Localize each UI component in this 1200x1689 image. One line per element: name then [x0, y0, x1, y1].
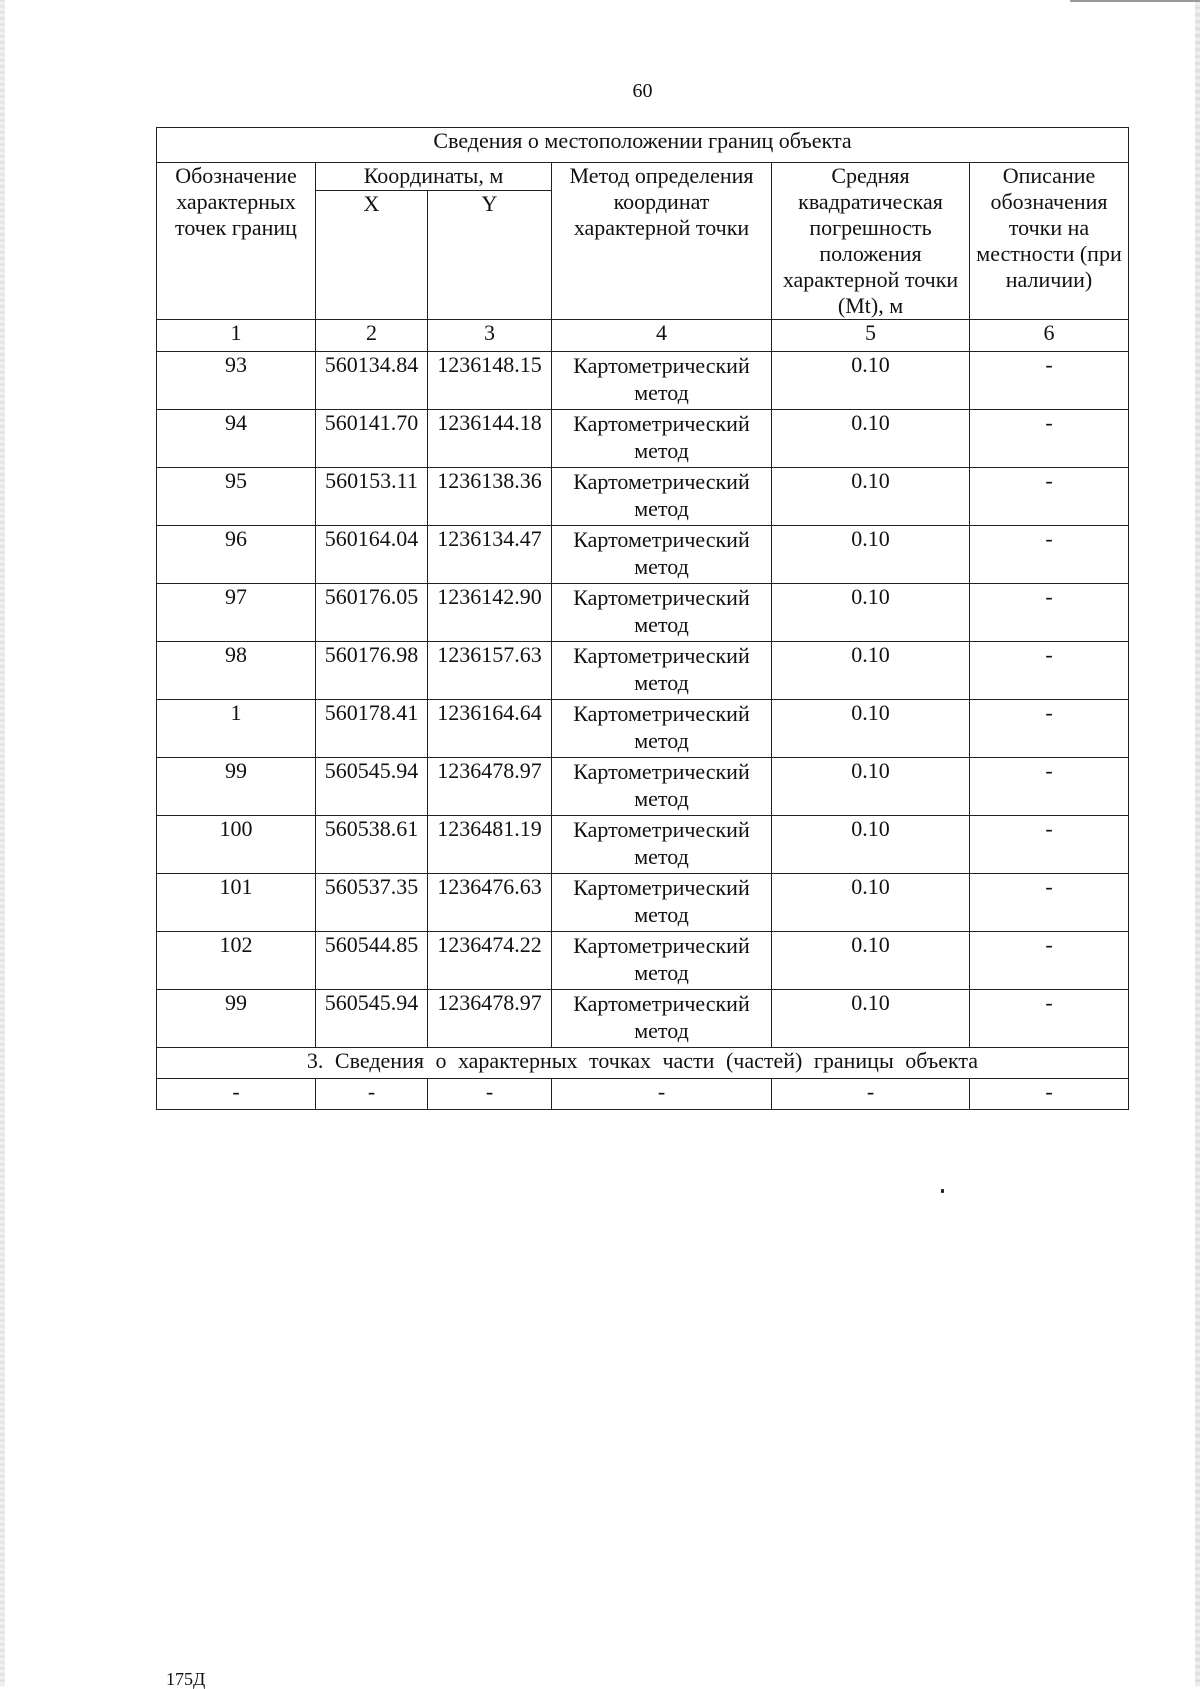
x-coordinate-cell: 560545.94	[316, 990, 428, 1048]
x-coordinate-cell: 560141.70	[316, 410, 428, 468]
table-title-row	[157, 128, 1129, 163]
y-coordinate-cell: 1236157.63	[428, 642, 552, 700]
mean-error-cell: 0.10	[772, 816, 970, 874]
point-cell: 94	[157, 410, 316, 468]
table-row	[157, 410, 1129, 468]
table-row	[157, 758, 1129, 816]
point-cell: 99	[157, 758, 316, 816]
point-cell: 100	[157, 816, 316, 874]
mean-error-cell: 0.10	[772, 410, 970, 468]
y-coordinate-cell: 1236134.47	[428, 526, 552, 584]
column-number: 6	[970, 320, 1129, 352]
column-number: 2	[316, 320, 428, 352]
point-cell: 99	[157, 990, 316, 1048]
page-number: 60	[632, 80, 653, 102]
scan-edge-top-line	[1070, 0, 1200, 2]
method-cell: Картометрический метод	[552, 410, 772, 468]
x-coordinate-cell: 560176.05	[316, 584, 428, 642]
header-point-designation: Обозначение характерных точек границ	[157, 163, 316, 320]
method-cell: Картометрический метод	[552, 352, 772, 410]
header-row-1	[157, 163, 1129, 191]
table-row	[157, 932, 1129, 990]
table-cell: -	[157, 1079, 316, 1110]
description-cell: -	[970, 584, 1129, 642]
mean-error-cell: 0.10	[772, 758, 970, 816]
table-cell: -	[772, 1079, 970, 1110]
section3-empty-row	[157, 1079, 1129, 1110]
mean-error-cell: 0.10	[772, 642, 970, 700]
table-row	[157, 816, 1129, 874]
description-cell: -	[970, 990, 1129, 1048]
header-coordinates: Координаты, м	[316, 163, 552, 191]
scan-edge-right	[1195, 0, 1200, 1686]
x-coordinate-cell: 560176.98	[316, 642, 428, 700]
mean-error-cell: 0.10	[772, 526, 970, 584]
y-coordinate-cell: 1236142.90	[428, 584, 552, 642]
point-cell: 1	[157, 700, 316, 758]
description-cell: -	[970, 642, 1129, 700]
method-cell: Картометрический метод	[552, 758, 772, 816]
description-cell: -	[970, 526, 1129, 584]
description-cell: -	[970, 468, 1129, 526]
method-cell: Картометрический метод	[552, 700, 772, 758]
y-coordinate-cell: 1236164.64	[428, 700, 552, 758]
footer-code: 175Д	[166, 1669, 206, 1689]
point-cell: 96	[157, 526, 316, 584]
table-cell: -	[552, 1079, 772, 1110]
y-coordinate-cell: 1236476.63	[428, 874, 552, 932]
y-coordinate-cell: 1236478.97	[428, 758, 552, 816]
x-coordinate-cell: 560545.94	[316, 758, 428, 816]
method-cell: Картометрический метод	[552, 932, 772, 990]
section3-title-row	[157, 1048, 1129, 1079]
mean-error-cell: 0.10	[772, 874, 970, 932]
header-method: Метод определения координат характерной точки	[552, 163, 772, 320]
mean-error-cell: 0.10	[772, 990, 970, 1048]
mean-error-cell: 0.10	[772, 700, 970, 758]
header-y: Y	[428, 191, 552, 320]
description-cell: -	[970, 816, 1129, 874]
column-number: 1	[157, 320, 316, 352]
header-mean-error: Средняя квадратическая погрешность положения характерной точки (Mt), м	[772, 163, 970, 320]
header-description: Описание обозначения точки на местности (при наличии)	[970, 163, 1129, 320]
column-number: 3	[428, 320, 552, 352]
point-cell: 97	[157, 584, 316, 642]
method-cell: Картометрический метод	[552, 642, 772, 700]
description-cell: -	[970, 758, 1129, 816]
column-number: 5	[772, 320, 970, 352]
scan-edge-left	[0, 0, 5, 1686]
section3-title: 3. Сведения о характерных точках части (частей) границы объекта	[157, 1048, 1129, 1079]
mean-error-cell: 0.10	[772, 468, 970, 526]
point-cell: 95	[157, 468, 316, 526]
table-row	[157, 990, 1129, 1048]
point-cell: 93	[157, 352, 316, 410]
y-coordinate-cell: 1236478.97	[428, 990, 552, 1048]
table-row	[157, 584, 1129, 642]
scan-speck	[941, 1189, 944, 1193]
table-row	[157, 526, 1129, 584]
table-row	[157, 874, 1129, 932]
table-row	[157, 468, 1129, 526]
method-cell: Картометрический метод	[552, 526, 772, 584]
mean-error-cell: 0.10	[772, 584, 970, 642]
y-coordinate-cell: 1236481.19	[428, 816, 552, 874]
boundary-coordinates-table	[156, 127, 1129, 1110]
method-cell: Картометрический метод	[552, 468, 772, 526]
method-cell: Картометрический метод	[552, 874, 772, 932]
header-x: X	[316, 191, 428, 320]
table-row	[157, 700, 1129, 758]
table-cell: -	[428, 1079, 552, 1110]
x-coordinate-cell: 560538.61	[316, 816, 428, 874]
method-cell: Картометрический метод	[552, 584, 772, 642]
description-cell: -	[970, 352, 1129, 410]
description-cell: -	[970, 700, 1129, 758]
method-cell: Картометрический метод	[552, 816, 772, 874]
y-coordinate-cell: 1236144.18	[428, 410, 552, 468]
point-cell: 102	[157, 932, 316, 990]
description-cell: -	[970, 932, 1129, 990]
method-cell: Картометрический метод	[552, 990, 772, 1048]
y-coordinate-cell: 1236148.15	[428, 352, 552, 410]
description-cell: -	[970, 410, 1129, 468]
table-row	[157, 352, 1129, 410]
table-row	[157, 642, 1129, 700]
point-cell: 101	[157, 874, 316, 932]
table-cell: -	[316, 1079, 428, 1110]
column-number: 4	[552, 320, 772, 352]
description-cell: -	[970, 874, 1129, 932]
y-coordinate-cell: 1236138.36	[428, 468, 552, 526]
x-coordinate-cell: 560544.85	[316, 932, 428, 990]
y-coordinate-cell: 1236474.22	[428, 932, 552, 990]
x-coordinate-cell: 560178.41	[316, 700, 428, 758]
column-numbers-row	[157, 320, 1129, 352]
x-coordinate-cell: 560153.11	[316, 468, 428, 526]
x-coordinate-cell: 560134.84	[316, 352, 428, 410]
x-coordinate-cell: 560164.04	[316, 526, 428, 584]
x-coordinate-cell: 560537.35	[316, 874, 428, 932]
mean-error-cell: 0.10	[772, 352, 970, 410]
table-title: Сведения о местоположении границ объекта	[157, 128, 1129, 163]
mean-error-cell: 0.10	[772, 932, 970, 990]
table-cell: -	[970, 1079, 1129, 1110]
point-cell: 98	[157, 642, 316, 700]
